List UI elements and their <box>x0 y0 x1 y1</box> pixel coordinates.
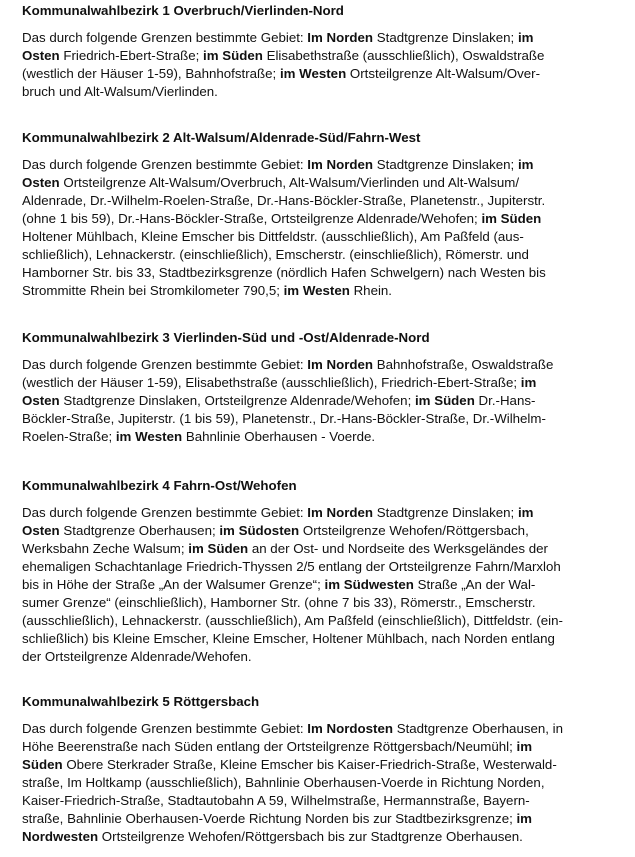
body-text: Stadtgrenze Dinslaken; <box>373 505 518 520</box>
body-text: Stadtgrenze Oberhausen; <box>59 523 220 538</box>
bold-direction-label: Im Norden <box>307 157 374 172</box>
bold-direction-label: im Westen <box>279 66 347 81</box>
body-line <box>22 792 632 810</box>
body-line <box>22 282 632 300</box>
bold-direction-label: im Südwesten <box>324 577 414 592</box>
body-text: Stadtgrenze Dinslaken; <box>373 157 518 172</box>
body-line <box>22 522 632 540</box>
body-text: Ortsteilgrenze Alt-Walsum/Over- <box>346 66 541 81</box>
body-line <box>22 156 632 174</box>
body-text: (ausschließlich), Lehnackerstr. (ausschließlich), Am Paßfeld (einschließlich), Dittfeldstr. (ein- <box>22 613 563 628</box>
body-text: (westlich der Häuser 1-59), Elisabethstraße (ausschließlich), Friedrich-Ebert-Straße; <box>22 375 521 390</box>
body-text: Das durch folgende Grenzen bestimmte Gebiet: <box>22 357 308 372</box>
bold-direction-label: im Süden <box>188 541 249 556</box>
body-line <box>22 594 632 612</box>
body-text: Das durch folgende Grenzen bestimmte Gebiet: <box>22 721 308 736</box>
section-body <box>22 720 632 846</box>
body-line <box>22 720 632 738</box>
section-body <box>22 504 632 666</box>
bold-direction-label: Osten <box>22 175 60 190</box>
body-text: schließlich), Lehnackerstr. (einschließlich), Emscherstr. (einschließlich), Römerstr. und <box>22 247 529 262</box>
body-line <box>22 810 632 828</box>
bold-direction-label: Im Norden <box>307 30 374 45</box>
body-text: Höhe Beerenstraße nach Süden entlang der Ortsteilgrenze Röttgersbach/Neumühl; <box>22 739 517 754</box>
body-text: (westlich der Häuser 1-59), Bahnhofstraße; <box>22 66 280 81</box>
body-line <box>22 264 632 282</box>
body-line <box>22 576 632 594</box>
section-title: Kommunalwahlbezirk 2 Alt-Walsum/Aldenrade-Süd/Fahrn-West <box>22 130 421 145</box>
body-text: Bahnhofstraße, Oswaldstraße <box>373 357 554 372</box>
section-body <box>22 156 632 300</box>
bold-direction-label: im Süden <box>203 48 263 63</box>
bold-direction-label: im <box>517 157 534 172</box>
bold-direction-label: Im Norden <box>307 357 374 372</box>
bold-direction-label: im <box>517 30 534 45</box>
body-line <box>22 210 632 228</box>
body-text: Obere Sterkrader Straße, Kleine Emscher bis Kaiser-Friedrich-Straße, Westerwald- <box>62 757 557 772</box>
body-text: Stadtgrenze Oberhausen, in <box>393 721 564 736</box>
body-text: straße, Im Holtkamp (ausschließlich), Bahnlinie Oberhausen-Voerde in Richtung Norden, <box>22 775 545 790</box>
body-text: Ortsteilgrenze Wehofen/Röttgersbach, <box>299 523 529 538</box>
body-text: Stadtgrenze Dinslaken, Ortsteilgrenze Aldenrade/Wehofen; <box>59 393 415 408</box>
body-text: Kaiser-Friedrich-Straße, Stadtautobahn A 59, Wilhelmstraße, Hermannstraße, Bayern- <box>22 793 530 808</box>
body-text: Stadtgrenze Dinslaken; <box>373 30 518 45</box>
body-text: bruch und Alt-Walsum/Vierlinden. <box>22 84 218 99</box>
bold-direction-label: Im Nordosten <box>307 721 393 736</box>
body-text: straße, Bahnlinie Oberhausen-Voerde Richtung Norden bis zur Stadtbezirksgrenze; <box>22 811 517 826</box>
body-line <box>22 630 632 648</box>
body-text: Das durch folgende Grenzen bestimmte Gebiet: <box>22 157 308 172</box>
body-text: Roelen-Straße; <box>22 429 116 444</box>
section-title: Kommunalwahlbezirk 3 Vierlinden-Süd und -Ost/Aldenrade-Nord <box>22 330 430 345</box>
body-text: Aldenrade, Dr.-Wilhelm-Roelen-Straße, Dr.-Hans-Böckler-Straße, Planetenstr., Jupiterstr. <box>22 193 546 208</box>
section-district-1 <box>22 2 632 101</box>
section-title: Kommunalwahlbezirk 1 Overbruch/Vierlinden-Nord <box>22 3 344 18</box>
body-text: Böckler-Straße, Jupiterstr. (1 bis 59), Planetenstr., Dr.-Hans-Böckler-Straße, Dr.-Wilhelm- <box>22 411 546 426</box>
body-line <box>22 174 632 192</box>
bold-direction-label: Süden <box>22 757 63 772</box>
bold-direction-label: im <box>517 505 534 520</box>
body-text: ehemaligen Schachtanlage Friedrich-Thyssen 2/5 entlang der Ortsteilgrenze Fahrn/Marxloh <box>22 559 561 574</box>
body-text: Holtener Mühlbach, Kleine Emscher bis Dittfeldstr. (ausschließlich), Am Paßfeld (aus- <box>22 229 524 244</box>
body-line <box>22 774 632 792</box>
body-text: Bahnlinie Oberhausen - Voerde. <box>182 429 376 444</box>
body-line <box>22 392 632 410</box>
body-line <box>22 612 632 630</box>
body-line <box>22 374 632 392</box>
body-text: Werksbahn Zeche Walsum; <box>22 541 189 556</box>
section-district-2 <box>22 129 632 300</box>
section-district-4 <box>22 477 632 666</box>
body-line <box>22 504 632 522</box>
bold-direction-label: im <box>516 739 533 754</box>
body-text: Dr.-Hans- <box>474 393 536 408</box>
body-text: Ortsteilgrenze Wehofen/Röttgersbach bis zur Stadtgrenze Oberhausen. <box>98 829 523 844</box>
body-line <box>22 648 632 666</box>
bold-direction-label: im Westen <box>115 429 183 444</box>
body-text: der Ortsteilgrenze Aldenrade/Wehofen. <box>22 649 252 664</box>
body-text: sumer Grenze“ (einschließlich), Hamborner Str. (ohne 7 bis 33), Römerstr., Emscherstr. <box>22 595 536 610</box>
body-line <box>22 828 632 846</box>
body-text: Rhein. <box>349 283 393 298</box>
body-line <box>22 228 632 246</box>
bold-direction-label: im <box>516 811 533 826</box>
body-line <box>22 558 632 576</box>
bold-direction-label: Osten <box>22 523 60 538</box>
bold-direction-label: im Südosten <box>219 523 300 538</box>
section-title: Kommunalwahlbezirk 4 Fahrn-Ost/Wehofen <box>22 478 297 493</box>
bold-direction-label: Osten <box>22 48 60 63</box>
body-text: bis in Höhe der Straße „An der Walsumer Grenze“; <box>22 577 325 592</box>
body-text: Straße „An der Wal- <box>413 577 536 592</box>
body-text: Das durch folgende Grenzen bestimmte Gebiet: <box>22 505 308 520</box>
body-text: (ohne 1 bis 59), Dr.-Hans-Böckler-Straße, Ortsteilgrenze Aldenrade/Wehofen; <box>22 211 482 226</box>
body-text: schließlich) bis Kleine Emscher, Kleine Emscher, Holtener Mühlbach, nach Norden entlang <box>22 631 555 646</box>
body-line <box>22 246 632 264</box>
body-text: Strommitte Rhein bei Stromkilometer 790,5; <box>22 283 284 298</box>
section-title: Kommunalwahlbezirk 5 Röttgersbach <box>22 694 260 709</box>
bold-direction-label: im Süden <box>414 393 475 408</box>
bold-direction-label: im Westen <box>283 283 350 298</box>
body-line <box>22 83 632 101</box>
section-body <box>22 356 632 446</box>
body-text: Hamborner Str. bis 33, Stadtbezirksgrenze (nördlich Hafen Schwelgern) nach Westen bis <box>22 265 546 280</box>
body-line <box>22 29 632 47</box>
body-text: Ortsteilgrenze Alt-Walsum/Overbruch, Alt-Walsum/Vierlinden und Alt-Walsum/ <box>59 175 520 190</box>
section-district-3 <box>22 329 632 446</box>
body-text: Elisabethstraße (ausschließlich), Oswaldstraße <box>262 48 545 63</box>
body-line <box>22 540 632 558</box>
body-text: Friedrich-Ebert-Straße; <box>59 48 204 63</box>
body-text: Das durch folgende Grenzen bestimmte Gebiet: <box>22 30 308 45</box>
body-line <box>22 356 632 374</box>
body-line <box>22 756 632 774</box>
body-line <box>22 65 632 83</box>
section-district-5 <box>22 693 632 846</box>
bold-direction-label: im <box>520 375 537 390</box>
bold-direction-label: Osten <box>22 393 60 408</box>
bold-direction-label: Nordwesten <box>22 829 99 844</box>
body-line <box>22 428 632 446</box>
bold-direction-label: Im Norden <box>307 505 374 520</box>
body-line <box>22 410 632 428</box>
section-body <box>22 29 632 101</box>
body-line <box>22 738 632 756</box>
body-text: an der Ost- und Nordseite des Werksgeländes der <box>248 541 548 556</box>
body-line <box>22 192 632 210</box>
bold-direction-label: im Süden <box>481 211 542 226</box>
body-line <box>22 47 632 65</box>
